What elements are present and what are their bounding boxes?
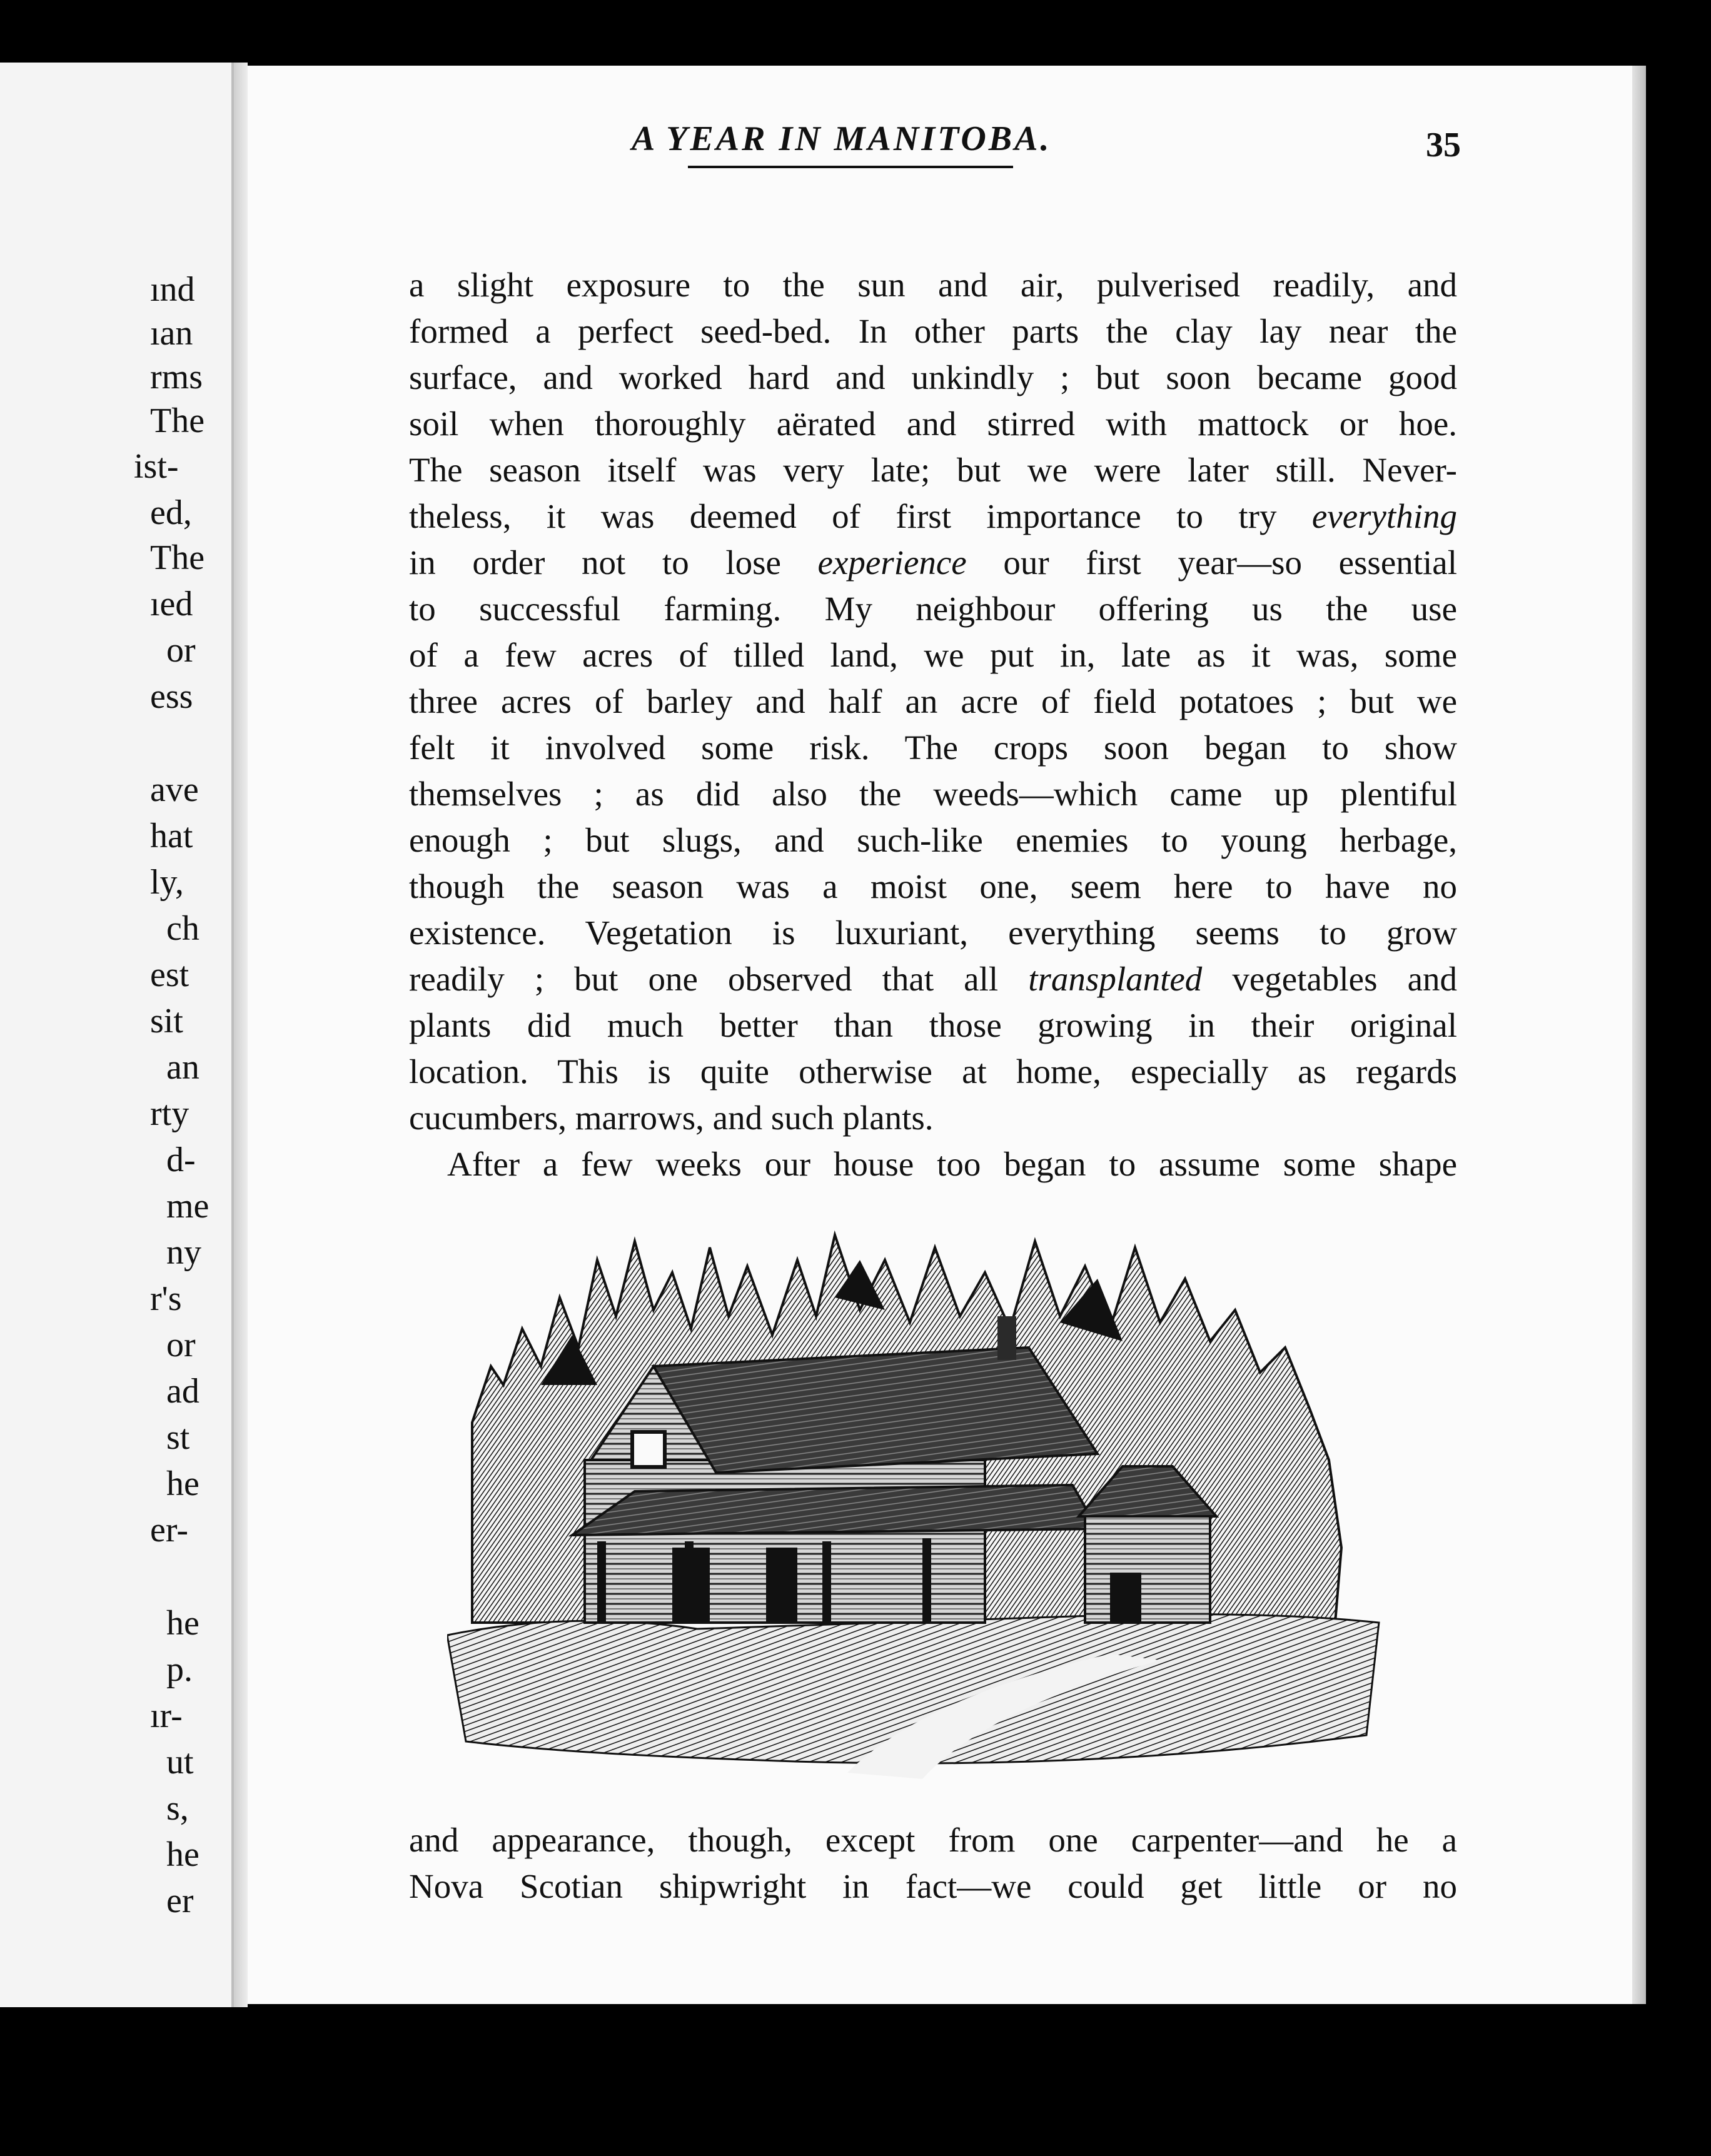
previous-page-fragment: ed,	[150, 493, 192, 532]
previous-page-fragment: an	[166, 1048, 199, 1087]
text-line: though the season was a moist one, seem here to have no	[409, 867, 1457, 905]
previous-page-fragment: ly,	[150, 863, 184, 902]
title-underline	[688, 166, 1013, 168]
text-line: readily ; but one observed that all transplanted vegetables and	[409, 960, 1457, 998]
text-line: three acres of barley and half an acre of field potatoes ; but we	[409, 682, 1457, 720]
text-line: existence. Vegetation is luxuriant, everything seems to grow	[409, 914, 1457, 952]
italic-emphasis: transplanted	[1028, 960, 1203, 998]
book-gutter	[234, 63, 248, 2007]
text-line: cucumbers, marrows, and such plants.	[409, 1099, 934, 1137]
previous-page-fragment: ny	[166, 1233, 201, 1272]
italic-emphasis: everything	[1311, 497, 1457, 535]
text-line: Nova Scotian shipwright in fact—we could get little or no	[409, 1867, 1457, 1905]
running-title: A YEAR IN MANITOBA.	[632, 119, 1052, 158]
previous-page-fragment: ch	[166, 909, 199, 948]
text-line: theless, it was deemed of first importance to try everything	[409, 497, 1457, 535]
log-house-engraving	[447, 1222, 1391, 1785]
previous-page-fragment: ut	[166, 1743, 194, 1781]
text-line: a slight exposure to the sun and air, pulverised readily, and	[409, 266, 1457, 304]
previous-page-fragment: sit	[150, 1002, 183, 1040]
previous-page-fragment: ave	[150, 770, 199, 809]
previous-page-fragment: ınd	[150, 270, 195, 309]
previous-page-fragment: or	[166, 1326, 196, 1364]
text-line: in order not to lose experience our first year—so essential	[409, 543, 1457, 582]
previous-page-fragment: est	[150, 955, 189, 994]
previous-page-fragment: r's	[150, 1279, 182, 1318]
previous-page-fragment: The	[150, 401, 205, 440]
italic-emphasis: experience	[817, 543, 967, 582]
page-number: 35	[1426, 126, 1461, 164]
previous-page-fragment: ess	[150, 677, 193, 716]
previous-page-fragment: er-	[150, 1511, 189, 1549]
previous-page-fragment: rty	[150, 1094, 189, 1133]
previous-page-fragment: s,	[166, 1789, 189, 1828]
previous-page-fragment: ist-	[134, 447, 179, 486]
previous-page-fragment: rms	[150, 358, 203, 396]
previous-page-fragment: or	[166, 631, 196, 670]
text-line: of a few acres of tilled land, we put in, late as it was, some	[409, 636, 1457, 674]
text-line: themselves ; as did also the weeds—which came up plentiful	[409, 775, 1457, 813]
previous-page-fragment: The	[150, 538, 205, 577]
text-line: to successful farming. My neighbour offering us the use	[409, 590, 1457, 628]
previous-page-fragment: er	[166, 1881, 194, 1920]
running-header	[156, 119, 1470, 169]
text-line: formed a perfect seed-bed. In other parts the clay lay near the	[409, 312, 1457, 350]
text-line: plants did much better than those growing in their original	[409, 1006, 1457, 1044]
previous-page-fragment: d-	[166, 1141, 196, 1179]
previous-page-fragment: hat	[150, 817, 193, 855]
previous-page-fragment: st	[166, 1418, 190, 1457]
previous-page-edge	[0, 63, 234, 2007]
previous-page-fragment: ıan	[150, 314, 193, 353]
previous-page-fragment: me	[166, 1187, 209, 1226]
text-line: felt it involved some risk. The crops soon began to show	[409, 728, 1457, 767]
text-line: soil when thoroughly aërated and stirred with mattock or hoe.	[409, 405, 1457, 443]
previous-page-fragment: ır-	[150, 1696, 183, 1735]
previous-page-fragment: he	[166, 1604, 199, 1643]
text-line: and appearance, though, except from one carpenter—and he a	[409, 1821, 1457, 1859]
previous-page-fragment: ıed	[150, 585, 193, 623]
previous-page-fragment: p.	[166, 1650, 193, 1689]
text-line: location. This is quite otherwise at home, especially as regards	[409, 1052, 1457, 1091]
text-line: enough ; but slugs, and such-like enemies to young herbage,	[409, 821, 1457, 859]
previous-page-fragment: he	[166, 1835, 199, 1874]
previous-page-fragment: he	[166, 1464, 199, 1503]
text-line: surface, and worked hard and unkindly ; but soon became good	[409, 358, 1457, 396]
page-edge-shadow	[1632, 66, 1646, 2004]
text-line: The season itself was very late; but we were later still. Never-	[409, 451, 1457, 489]
previous-page-fragment: ad	[166, 1372, 199, 1411]
text-line: After a few weeks our house too began to assume some shape	[447, 1145, 1457, 1183]
